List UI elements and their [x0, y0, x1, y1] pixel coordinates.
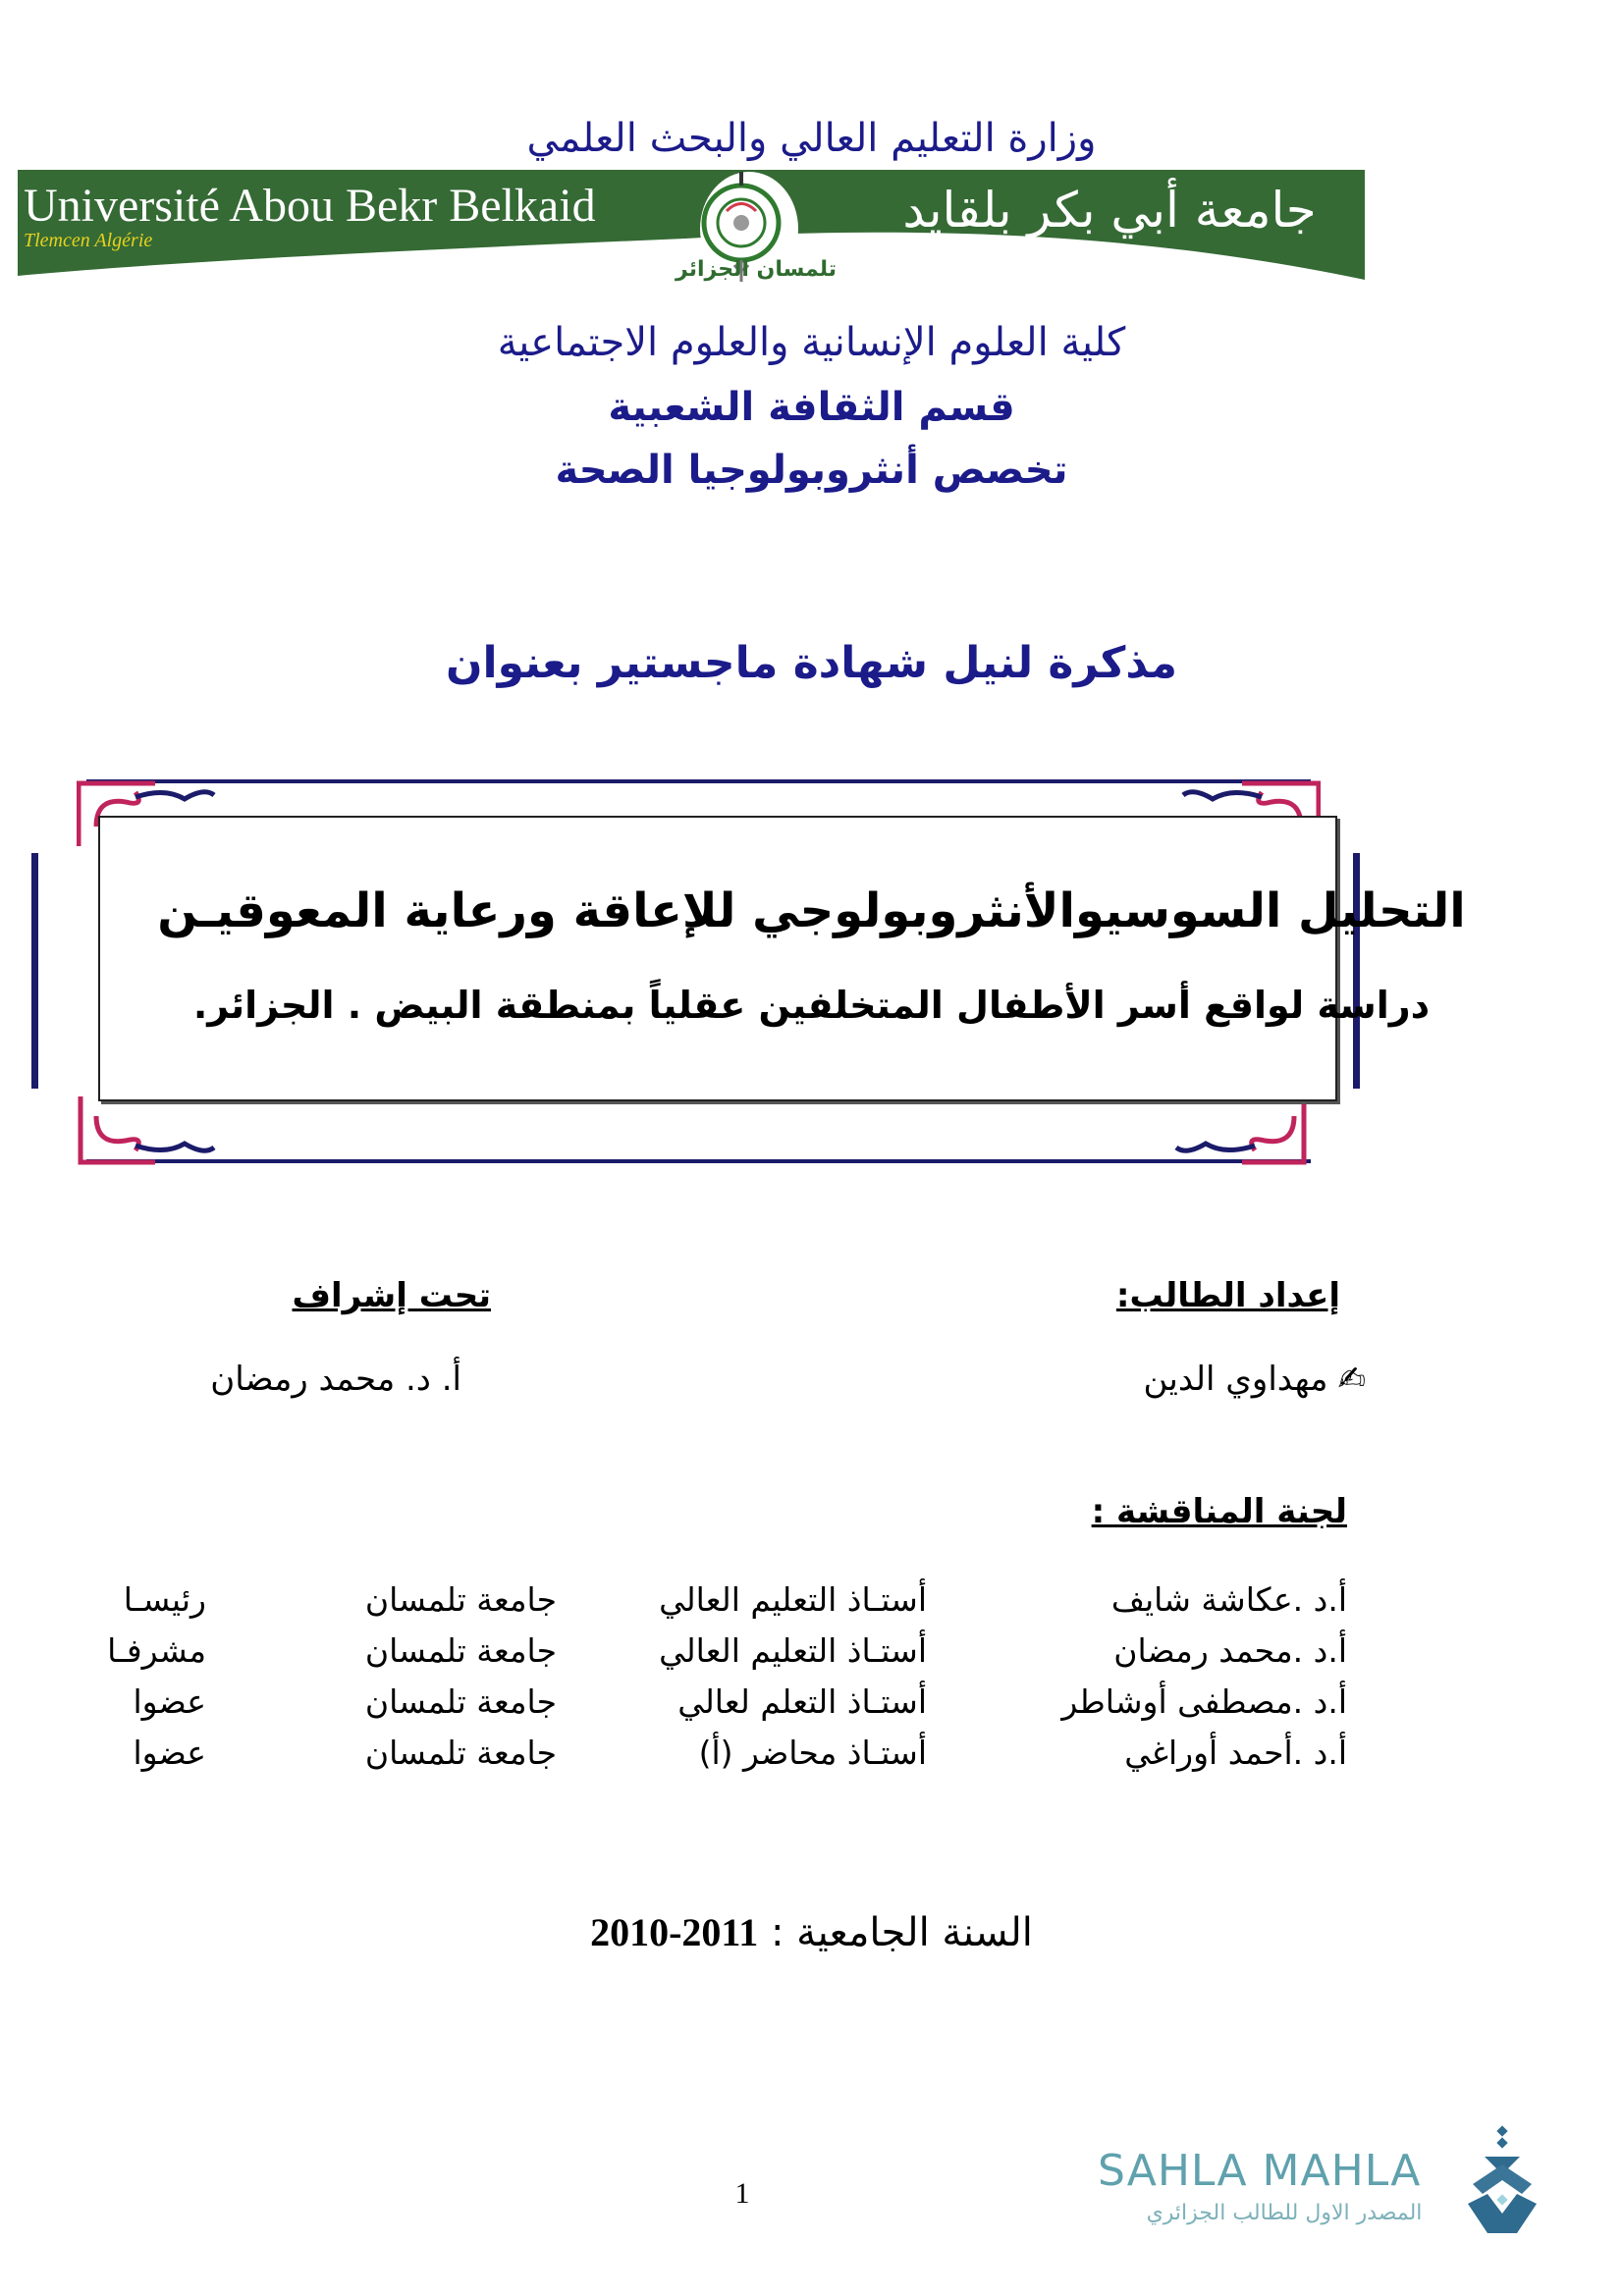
page-number: 1	[734, 2177, 750, 2210]
university-name-french: Université Abou Bekr Belkaid	[24, 180, 596, 232]
committee-member-name: أ.د .محمد رمضان	[1113, 1631, 1347, 1670]
ministry-name: وزارة التعليم العالي والبحث العلمي	[526, 116, 1097, 161]
sahla-mahla-logo-icon	[1463, 2125, 1542, 2238]
committee-member-role: مشرفـا	[107, 1631, 206, 1670]
student-name: مهداوي الدين	[1143, 1360, 1328, 1399]
watermark-tagline: المصدر الاول للطالب الجزائري	[1146, 2201, 1423, 2225]
committee-member-role: رئيسـا	[123, 1580, 206, 1619]
thesis-title: التحليل السوسيوالأنثروبولوجي للإعاقة ورعاية المعوقيـن	[157, 883, 1466, 938]
committee-member-university: جامعة تلمسان	[364, 1631, 557, 1670]
seal-caption: تلمسان الجزائر	[676, 257, 837, 282]
supervisor-name: أ. د. محمد رمضان	[210, 1360, 461, 1399]
watermark-brand: SAHLA MAHLA	[1098, 2146, 1422, 2196]
committee-member-university: جامعة تلمسان	[364, 1734, 557, 1772]
university-name-arabic: جامعة أبي بكر بلقايد	[902, 182, 1317, 239]
committee-member-university: جامعة تلمسان	[364, 1580, 557, 1619]
student-label: إعداد الطالب:	[1115, 1276, 1340, 1315]
supervisor-label: تحت إشراف	[292, 1276, 491, 1315]
pen-writing-icon: ✍	[1337, 1360, 1366, 1399]
department-name: قسم الثقافة الشعبية	[608, 385, 1015, 430]
memo-heading: مذكرة لنيل شهادة ماجستير بعنوان	[445, 638, 1178, 688]
faculty-name: كلية العلوم الإنسانية والعلوم الاجتماعية	[497, 320, 1126, 365]
title-box	[98, 816, 1337, 1101]
student-entry	[1143, 1360, 1366, 1399]
committee-member-role: عضوا	[133, 1734, 206, 1772]
committee-member-name: أ.د .مصطفى أوشاطر	[1061, 1682, 1347, 1721]
committee-member-rank: أستـاذ محاضر (أ)	[698, 1734, 927, 1772]
academic-year	[0, 1909, 1623, 1955]
university-city: Tlemcen Algérie	[24, 230, 153, 251]
academic-year-value: 2011-2010	[590, 1910, 759, 1954]
committee-member-role: عضوا	[133, 1682, 206, 1721]
academic-year-label: السنة الجامعية :	[770, 1910, 1033, 1955]
committee-member-university: جامعة تلمسان	[364, 1682, 557, 1721]
committee-member-name: أ.د .عكاشة شايف	[1110, 1580, 1347, 1619]
committee-member-rank: أستـاذ التعليم العالي	[659, 1580, 927, 1619]
committee-member-name: أ.د .أحمد أوراغي	[1124, 1734, 1347, 1772]
committee-label: لجنة المناقشة :	[1091, 1492, 1347, 1531]
committee-member-rank: أستـاذ التعلم لعالي	[677, 1682, 927, 1721]
specialty-name: تخصص أنثروبولوجيا الصحة	[555, 448, 1068, 493]
committee-member-rank: أستـاذ التعليم العالي	[659, 1631, 927, 1670]
thesis-subtitle: دراسة لواقع أسر الأطفال المتخلفين عقلياً بمنطقة البيض . الجزائر.	[192, 984, 1431, 1027]
